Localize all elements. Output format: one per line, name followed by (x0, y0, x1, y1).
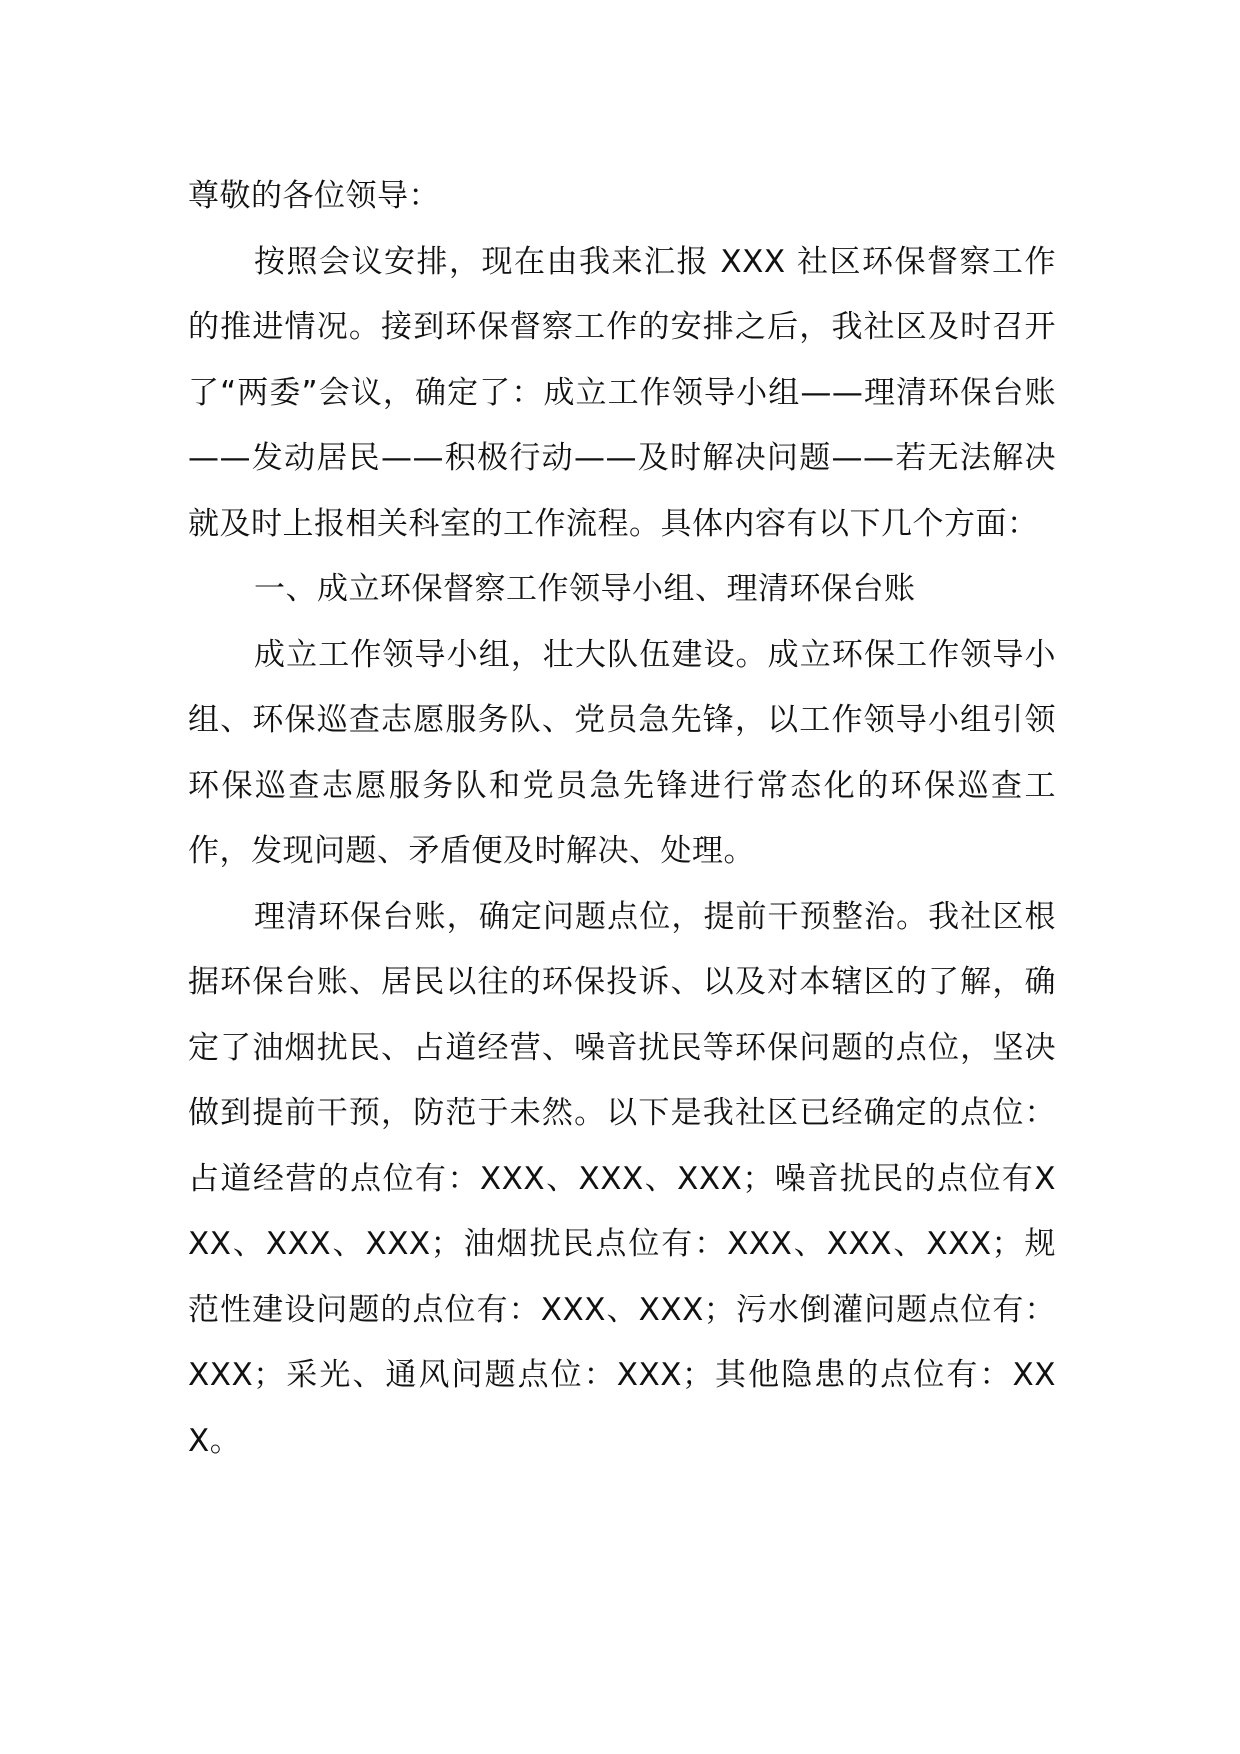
paragraph-ledger-points: 理清环保台账，确定问题点位，提前干预整治。我社区根据环保台账、居民以往的环保投诉、以及对本辖区的了解，确定了油烟扰民、占道经营、噪音扰民等环保问题的点位，坚决做到提前干预，防范于未然。以下是我社区已经确定的点位：占道经营的点位有：XXX、XXX、XXX；噪音扰民的点位有XXX、XXX、XXX；油烟扰民点位有：XXX、XXX、XXX；规范性建设问题的点位有：XXX、XXX；污水倒灌问题点位有：XXX；采光、通风问题点位：XXX；其他隐患的点位有：XXX。 (188, 898, 1056, 1459)
document-page (188, 164, 1056, 1474)
paragraph-intro: 按照会议安排，现在由我来汇报 XXX 社区环保督察工作的推进情况。接到环保督察工作的安排之后，我社区及时召开了“两委”会议，确定了：成立工作领导小组——理清环保台账——发动居民——积极行动——及时解决问题——若无法解决就及时上报相关科室的工作流程。具体内容有以下几个方面： (188, 243, 1056, 542)
paragraph-leadership-group: 成立工作领导小组，壮大队伍建设。成立环保工作领导小组、环保巡查志愿服务队、党员急先锋，以工作领导小组引领环保巡查志愿服务队和党员急先锋进行常态化的环保巡查工作，发现问题、矛盾便及时解决、处理。 (188, 636, 1056, 869)
section-heading-1: 一、成立环保督察工作领导小组、理清环保台账 (254, 571, 916, 607)
salutation: 尊敬的各位领导： (188, 178, 440, 214)
